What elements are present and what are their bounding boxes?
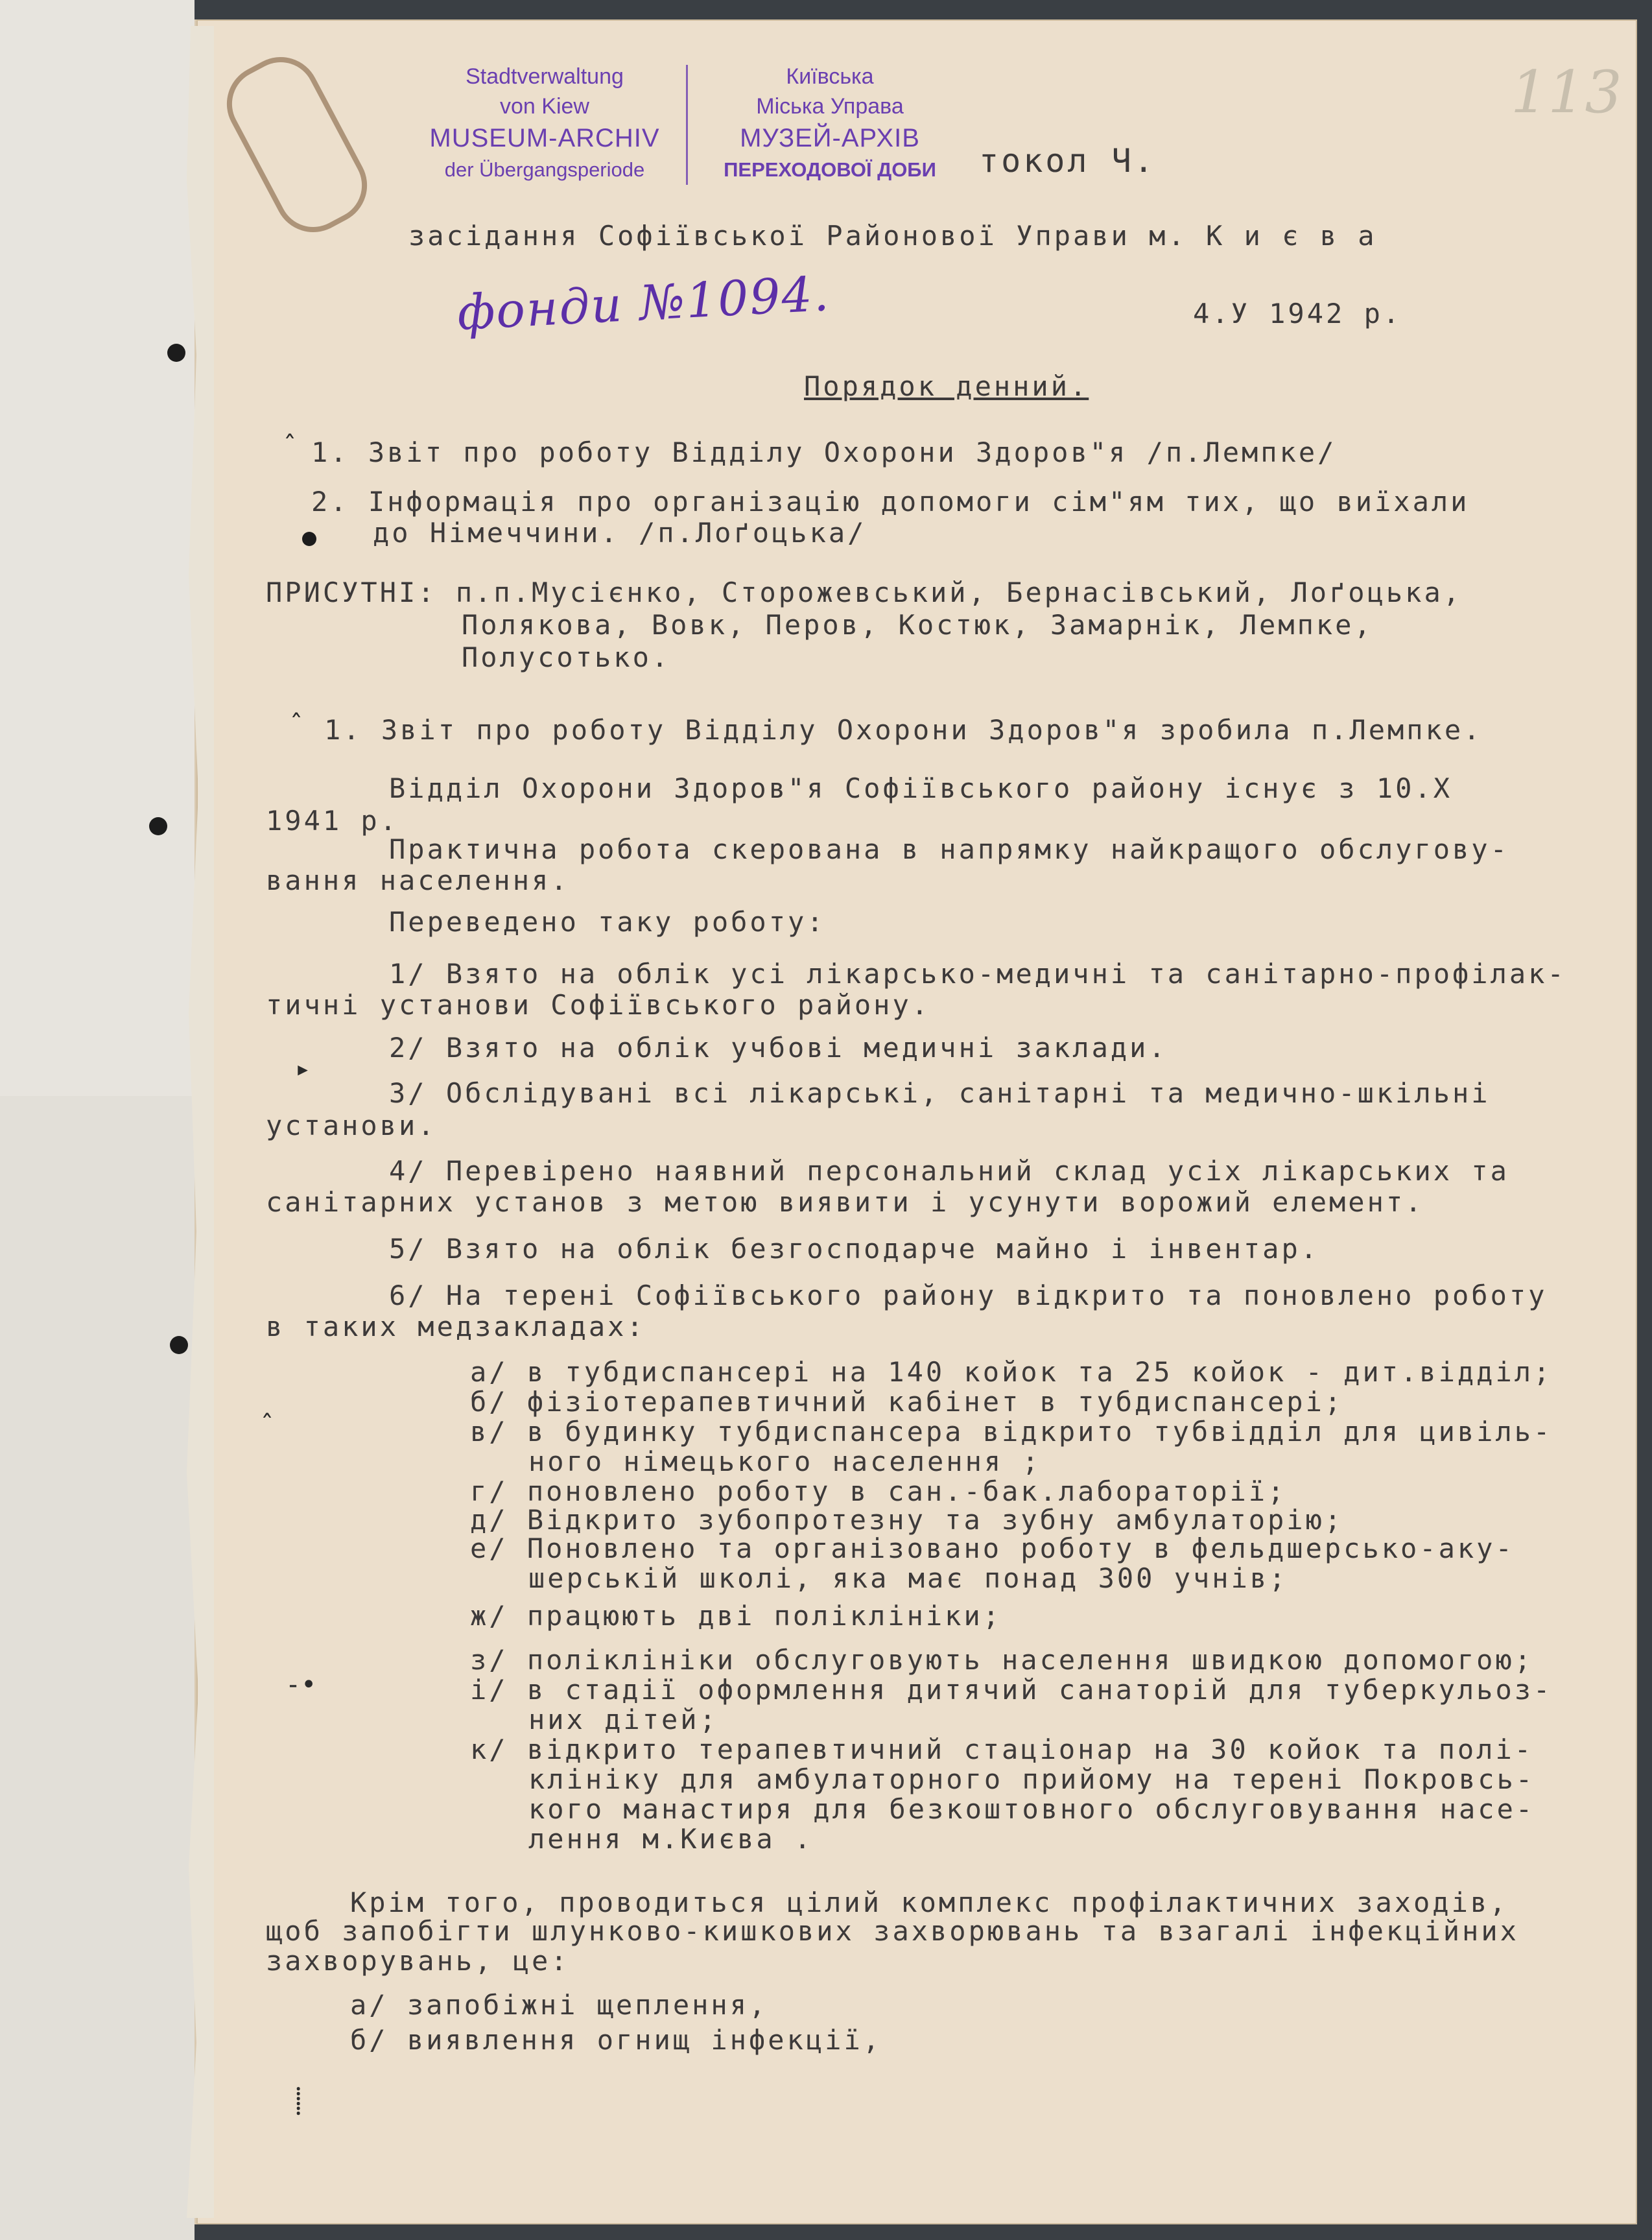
prevention-item-b: б/ виявлення огнищ інфекції, <box>350 2024 882 2056</box>
subitem-g: г/ поновлено роботу в сан.-бак.лабораторії; <box>470 1475 1287 1507</box>
stamp-line: von Kiew <box>500 94 589 119</box>
subitem-zh: ж/ працюють дві поліклініки; <box>470 1600 1002 1632</box>
paragraph-line: Переведено таку роботу: <box>389 906 826 938</box>
present-line-2: Полякова, Вовк, Перов, Костюк, Замарнік, Лемпке, <box>462 609 1373 641</box>
paragraph-line: вання населення. <box>266 864 570 896</box>
work-item-4-line-1: 4/ Перевірено наявний персональний склад усіх лікарських та <box>389 1155 1509 1187</box>
stamp-divider <box>686 65 688 185</box>
paragraph-line: щоб запобігти шлунково-кишкових захворювань та взагалі інфекційних <box>266 1915 1519 1947</box>
subitem-k-line-2: клініку для амбулаторного прийому на терені Покровсь- <box>528 1763 1535 1795</box>
subitem-i-line-1: і/ в стадії оформлення дитячий санаторій для туберкульоз- <box>470 1674 1553 1706</box>
agenda-heading: Порядок денний. <box>804 370 1089 402</box>
fond-number-handwritten: фонди №1094. <box>456 266 832 341</box>
margin-tick: ⸽ <box>295 2086 302 2116</box>
stamp-line: МУЗЕЙ-АРХІВ <box>740 124 920 152</box>
margin-tick: ˆ <box>282 431 298 461</box>
present-line-3: Полусотько. <box>462 641 671 673</box>
punch-hole <box>302 532 316 546</box>
scan-background-lower <box>0 1096 195 2240</box>
margin-tick: ▸ <box>295 1054 311 1084</box>
work-item-1-line-1: 1/ Взято на облік усі лікарсько-медичні та санітарно-профілак- <box>389 958 1566 990</box>
subitem-e-line-2: шерській школі, яка має понад 300 учнів; <box>528 1562 1288 1594</box>
stamp-line: Київська <box>786 64 874 89</box>
subitem-v-line-2: ного німецького населення ; <box>528 1446 1041 1477</box>
stamp-german <box>408 62 681 185</box>
stamp-line: Міська Управа <box>756 94 904 119</box>
meeting-subtitle: засідання Софіївської Районової Управи м. К и є в а <box>408 220 1377 252</box>
margin-tick: -• <box>285 1670 317 1700</box>
report-intro: 1. Звіт про роботу Відділу Охорони Здоров"я зробила п.Лемпке. <box>324 714 1483 746</box>
present-line-1: ПРИСУТНІ: п.п.Мусієнко, Сторожевський, Бернасівський, Лоґоцька, <box>266 577 1463 608</box>
punch-hole <box>149 817 167 835</box>
work-item-5: 5/ Взято на облік безгосподарче майно і інвентар. <box>389 1233 1320 1265</box>
stamp-line: Stadtverwaltung <box>466 64 624 89</box>
work-item-4-line-2: санітарних установ з метою виявити і усунути ворожий елемент. <box>266 1186 1424 1218</box>
paragraph-line: Крім того, проводиться цілий комплекс профілактичних заходів, <box>350 1887 1509 1918</box>
agenda-item-2-line-1: 2. Інформація про організацію допомоги сім"ям тих, що виїхали <box>311 486 1470 518</box>
archive-stamp <box>408 62 966 191</box>
subitem-d: д/ Відкрито зубопротезну та зубну амбулаторію; <box>470 1504 1344 1536</box>
subitem-k-line-3: кого манастиря для безкоштовного обслуговування насе- <box>528 1793 1535 1825</box>
stamp-ukrainian <box>694 62 966 185</box>
margin-tick: ˆ <box>289 710 305 740</box>
paragraph-line: Практична робота скерована в напрямку найкращого обслугову- <box>389 833 1509 865</box>
punch-hole <box>167 344 185 362</box>
subitem-b: б/ фізіотерапевтичний кабінет в тубдиспансері; <box>470 1386 1344 1418</box>
subitem-k-line-4: лення м.Києва . <box>528 1823 814 1855</box>
work-item-6-line-1: 6/ На терені Софіївського району відкрито та поновлено роботу <box>389 1280 1548 1311</box>
subitem-k-line-1: к/ відкрито терапевтичний стаціонар на 30 койок та полі- <box>470 1734 1534 1765</box>
subitem-i-line-2: них дітей; <box>528 1704 718 1735</box>
agenda-item-1: 1. Звіт про роботу Відділу Охорони Здоров"я /п.Лемпке/ <box>311 436 1337 468</box>
stamp-line: MUSEUM-ARCHIV <box>429 124 660 152</box>
work-item-3-line-2: установи. <box>266 1110 437 1141</box>
stamp-line: der Übergangsperiode <box>444 158 645 181</box>
subitem-v-line-1: в/ в будинку тубдиспансера відкрито тубвідділ для цивіль- <box>470 1416 1553 1448</box>
work-item-3-line-1: 3/ Обслідувані всі лікарські, санітарні та медично-шкільні <box>389 1077 1491 1109</box>
work-item-2: 2/ Взято на облік учбові медичні заклади. <box>389 1032 1168 1064</box>
subitem-z: з/ поліклініки обслуговують населення швидкою допомогою; <box>470 1644 1534 1676</box>
punch-hole <box>170 1336 188 1354</box>
work-item-6-line-2: в таких медзакладах: <box>266 1311 646 1342</box>
agenda-item-2-line-2: до Німеччини. /п.Лоґоцька/ <box>373 517 867 549</box>
subitem-a: а/ в тубдиспансері на 140 койок та 25 койок - дит.відділ; <box>470 1356 1553 1388</box>
protocol-title: токол Ч. <box>979 142 1156 180</box>
work-item-1-line-2: тичні установи Софіївського району. <box>266 989 931 1021</box>
paragraph-line: Відділ Охорони Здоров"я Софіївського району існує з 10.Х <box>389 772 1453 804</box>
margin-tick: ˆ <box>259 1411 276 1440</box>
prevention-item-a: а/ запобіжні щеплення, <box>350 1989 768 2021</box>
stamp-line: ПЕРЕХОДОВОЇ ДОБИ <box>724 158 936 181</box>
paragraph-line: 1941 р. <box>266 805 399 837</box>
paragraph-line: захворувань, це: <box>266 1945 570 1977</box>
archive-page-number: 113 <box>1511 58 1622 126</box>
meeting-date: 4.У 1942 р. <box>1193 298 1402 329</box>
subitem-e-line-1: е/ Поновлено та організовано роботу в фельдшерсько-аку- <box>470 1532 1515 1564</box>
